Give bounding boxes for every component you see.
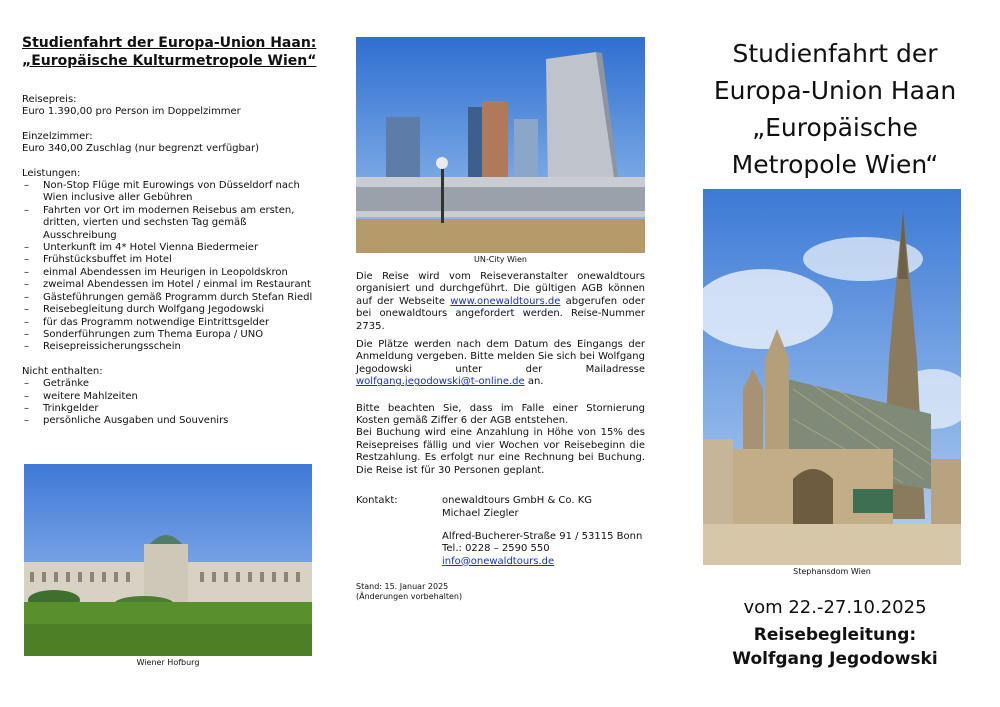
list-item: – für das Programm notwendige Eintrittsgelder: [22, 317, 318, 329]
list-item: – Gästeführungen gemäß Programm durch Stefan Riedl: [22, 292, 318, 304]
list-item: – Getränke: [22, 378, 318, 390]
list-item: – weitere Mahlzeiten: [22, 391, 318, 403]
list-item: – persönliche Ausgaben und Souvenirs: [22, 415, 318, 427]
price-section: [22, 94, 318, 119]
list-item: – Frühstücksbuffet im Hotel: [22, 254, 318, 266]
contact-street: Alfred-Bucherer-Straße 91 / 53115 Bonn: [442, 530, 643, 542]
para1-text-end: abgerufen oder bei onewaldtours angefordert werden. Reise-Nummer 2735.: [356, 295, 645, 332]
list-item: – Trinkgelder: [22, 403, 318, 415]
para2-text: Die Plätze werden nach dem Datum des Eingangs der Anmeldung vergeben. Bitte melden Sie sich bei Wolfgang Jegodowski unter der Mailadresse: [356, 339, 645, 375]
contact-phone: Tel.: 0228 – 2590 550: [442, 543, 550, 555]
paragraph-organizer: [356, 271, 645, 333]
cover-title-line: „Europäische: [752, 113, 918, 142]
list-item: – Unterkunft im 4* Hotel Vienna Biedermeier: [22, 242, 318, 254]
contact-label: Kontakt:: [356, 495, 398, 507]
hofburg-caption: Wiener Hofburg: [136, 658, 200, 667]
middle-panel: [356, 271, 645, 602]
cover-panel: [700, 0, 970, 707]
cover-title-line: Studienfahrt der: [732, 39, 938, 68]
guide-name: Wolfgang Jegodowski: [732, 649, 938, 669]
hofburg-photo: [24, 464, 312, 656]
paragraph-payment: Bei Buchung wird eine Anzahlung in Höhe von 15% des Reisepreises fällig und vier Wochen vor Reisebeginn die Restzahlung. Es erfolgt nur eine Rechnung bei Buchung. Die Reise ist für 30 Personen geplant.: [356, 427, 645, 476]
excluded-list: [22, 378, 318, 428]
heading-line-2: „Europäische Kulturmetropole Wien“: [22, 53, 317, 69]
price-label: Reisepreis:: [22, 94, 77, 105]
contact-email-link[interactable]: info@onewaldtours.de: [442, 555, 555, 567]
excluded-section: [22, 366, 318, 428]
list-item: – zweimal Abendessen im Hotel / einmal im Restaurant: [22, 279, 318, 291]
price-value: Euro 1.390,00 pro Person im Doppelzimmer: [22, 106, 241, 118]
uncity-image: [356, 37, 645, 253]
left-panel: [22, 0, 318, 428]
contact-block: [356, 495, 645, 568]
footnote-date: Stand: 15. Januar 2025: [356, 582, 449, 592]
uncity-caption: UN-City Wien: [474, 255, 527, 264]
contact-person: Michael Ziegler: [442, 507, 519, 519]
footnote-disclaimer: (Änderungen vorbehalten): [356, 592, 463, 602]
list-item: – Reisebegleitung durch Wolfgang Jegodowski: [22, 304, 318, 316]
contact-details: [442, 495, 642, 568]
trip-dates: vom 22.-27.10.2025: [743, 597, 927, 618]
uncity-photo: [356, 37, 645, 253]
single-room-label: Einzelzimmer:: [22, 130, 93, 142]
services-section: [22, 168, 318, 354]
single-room-section: [22, 131, 318, 156]
footnote: [356, 582, 645, 602]
single-room-value: Euro 340,00 Zuschlag (nur begrenzt verfügbar): [22, 143, 260, 155]
paragraph-registration: [356, 339, 645, 389]
paragraph-cancellation: Bitte beachten Sie, dass im Falle einer Stornierung Kosten gemäß Ziffer 6 der AGB entstehen.: [356, 402, 645, 427]
heading-line-1: Studienfahrt der Europa-Union Haan:: [22, 35, 317, 51]
hofburg-image: [24, 464, 312, 656]
contact-company: onewaldtours GmbH & Co. KG: [442, 495, 593, 507]
list-item: – einmal Abendessen im Heurigen in Leopoldskron: [22, 267, 318, 279]
list-item: – Reisepreissicherungsschein: [22, 341, 318, 353]
stephansdom-caption: Stephansdom Wien: [793, 567, 871, 576]
stephansdom-image: [703, 189, 961, 565]
excluded-label: Nicht enthalten:: [22, 365, 103, 377]
para1-text: Die Reise wird vom Reiseveranstalter onewaldtours organisiert und durchgeführt. Die gültigen AGB können auf der Webseite: [356, 271, 645, 307]
services-list: [22, 180, 318, 354]
guide-label: Reisebegleitung:: [753, 625, 917, 645]
para2-text-end: an.: [524, 376, 544, 388]
list-item: – Fahrten vor Ort im modernen Reisebus am ersten, dritten, vierten und sechsten Tag gemäß Ausschreibung: [22, 205, 318, 242]
cover-title: [700, 35, 970, 183]
list-item: – Sonderführungen zum Thema Europa / UNO: [22, 329, 318, 341]
services-label: Leistungen:: [22, 167, 81, 179]
list-item: – Non-Stop Flüge mit Eurowings von Düsseldorf nach Wien inclusive aller Gebühren: [22, 180, 318, 205]
trip-heading: [22, 34, 318, 70]
stephansdom-photo: [703, 189, 961, 565]
onewaldtours-link[interactable]: www.onewaldtours.de: [450, 295, 561, 307]
cover-title-line: Metropole Wien“: [731, 150, 939, 179]
email-link[interactable]: wolfgang.jegodowski@t-online.de: [356, 376, 525, 388]
cover-title-line: Europa-Union Haan: [713, 76, 957, 105]
